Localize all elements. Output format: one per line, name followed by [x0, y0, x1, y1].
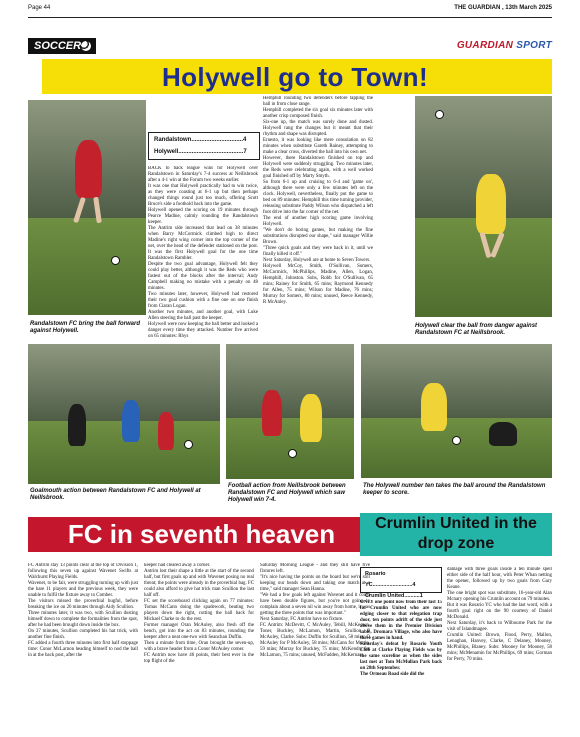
photo-holywell-clear	[415, 96, 552, 317]
caption-photo-5: The Holywell number ten takes the ball around the Randalstown keeper to score.	[363, 483, 546, 496]
photo-holywell-number-ten	[361, 344, 552, 478]
page-top-bar	[28, 3, 552, 18]
football-icon	[81, 41, 91, 51]
holywell-article-column-1: BACK to back league wins for Holywell over Randalstown in Saturday's 7-4 success at Neillsbrook after a 4-1 win at the Forum two weeks earlier. It was one that Holywell practically had to win twice, as they were coasting at 6-1 up but then perhaps changed things round just too much, offering Scott Bruce's side a foothold back into the game. Holywell opened the scoring on 19 minutes through Pearce Madine, calmly rounding the Randalstown keeper. The Antrim side increased that lead on 38 minutes when Barry McCormick climbed high to direct Madine's right wing corner into the top corner of the net, over the head of the defender stationed on the post. It was the first Holywell goal for the one time Randalstown Rambler. Despite the two goal advantage, Holywell felt they could play better, although it was the Reds who were fastest out of the blocks after the interval; Andy Campbell making no mistake with a penalty on 48 minutes. Two minutes later, however, Holywell had restored their two goal cushion with a fine one on one finish from Ciaran Logan. Another two minutes, and another goal, with Luke Allen steering the ball past the keeper. Holywell were now keeping the ball better and looked a danger every time they attacked. Number five arrived on 65 minutes: Rhys	[148, 166, 258, 339]
main-headline: Holywell go to Town!	[161, 62, 429, 92]
crumlin-article-column-2: damage with three goals inside a ten minute spell either side of the half hour, with Peter Whan netting the opener, followed up by two goals from Gary Keane. The one bright spot was substitute, 16-year-old Alan Mcnary opening his Crumlin account on 79 minutes. But it was Rosario YC who had the last word, with a fourth goal right on the 90 courtesy of Daniel McDonald. Next Saturday, it's back to Wilbourne Park for the visit of Islandmagee. Crumlin United: Brown, Flood, Perry, Mallon, Lenaghan, Hanvey, Clarke, C Delaney, Mooney, McPhillips, Blaney. Subs: Mooney for Mooney, 58 mins; McMenamin for McPhillips, 69 mins; Gorman for Perry, 70 mins.	[447, 567, 552, 662]
photo-randalstown-forward	[28, 100, 146, 315]
crumlin-article-column-1: ONLY one point now from their last 15 for Crumlin United who are now edging closer to that relegation trap door, ten points adrift of the side just above them in the Premier Division table, Dromara Village, who also have three games in hand. Saturday's defeat by Rosario Youth Club at Clarke Playing Fields was by the same scoreline as when the sides last met at Tom McMullan Park back on 28th September. The Ormeau Road side did the	[360, 600, 442, 677]
date-line: THE GUARDIAN , 13th March 2025	[454, 5, 552, 11]
score-box-crumlin: Rosario YC..........................4 Crumlin United..........1	[360, 567, 442, 593]
soccer-section-label: SOCCER	[28, 38, 96, 54]
fc-article-column-3: Saturday Morning League - and they still have five fixtures left. "It's nice having the points on the board but we're still keeping our heads down and taking one match at a time," said manager Sean Hanna. "We had a few goals left against Wavenet and it could have been double figures, but you're not going to complain about a seven nil win away from home, it was getting the three points that was important." Next Saturday, FC Antrim have no fixture. FC Antrim: McDevitt, C McAuley, Tebill, McKeown, Toner, Buckley, McLarnon, Martin, Scullion, P McAuley, Clarke. Subs: Duffin for Scullion, 58 mins; O McAuley for P McAuley, 58 mins; McCann for Martin, 59 mins; Murray for Buckley, 75 mins; McKendry for McLarnon, 75 mins; unused, McFadden, McKernan	[260, 563, 370, 658]
score-box-holywell: Randalstown...............................4 Holywell.......................................7	[148, 132, 260, 160]
caption-photo-4: Football action from Neillsbrook between Randalstown FC and Holywell which saw Holywell win 7-4.	[228, 483, 346, 503]
photo-football-action	[226, 344, 354, 479]
fc-article-column-1: FC Antrim stay 13 points clear at the top of Division 1, following this seven up against Wavenet Swifts at Walchurst Playing Fields. Wavenet, to be fair, were struggling turning up with just the bare 11 players and the previous week, they were unable to fulfil the fixture away to Comber. The visitors missed the proverbial bugful, before breaking the ice on 26 minutes through Aidy Scullion. Three minutes later, it was two, with Scullion dusting himself down to complete the formalities from the spot, after he had been brought down inside the box. On 37 minutes, Scullion completed his hat trick, with another fine finish. FC added a fourth three minutes into first half stoppage time: Conor McLarnon heading himself to nod the ball in at the back post, after the	[28, 563, 138, 658]
holywell-article-column-2: Hemphill rounding two defenders before tapping the ball in from close range. Hemphill completed the six goal six minutes later with another crisp composed finish. Six-one up, the match was surely done and dusted. Holywell rang the changes but it meant that their rhythm and shape was disrupted. Ernesto, it was looking like mere consolation on 82 minutes when substitute Gareth Rainey, attempting to make a clear cross, diverted the ball into his own net. However, there Randalstown finished on top and Holywell were suddenly struggling. Two minutes later, the Reds were celebrating again, with a well worked goal finished off by Marty Smyth. So from 6-1 up and cruising to 6-4 and 'game on', although there were only a few minutes left on the clock. Holywell, nevertheless, finally put the game to bed on 89 minutes: Hemphill this time turning provider, releasing substitute Paddy Wilson who dispatched a left foot drive into the far corner of the net. The end of another high scoring game involving Holywell. "We don't do boring games, but making the fine substitutions disrupted our shape," said manager Willie Brown. "Three quick goals and they were back in it, until we finally killed it off." Next Saturday, Holywell are at home to Seven Towers. Holywell McCoy, Smith, O'Sullivan, Somers, McCormick, McPhillips, Madine, Allen, Logan, Hemphill, Johnston. Subs, Robb for O'Sullivan, 65 mins; Rainey for Smith, 65 mins; Raymond Kennedy for Allen, 75 mins; Wilson for Madine, 76 mins; Murray for Somers, 80 mins; unused, Reece Kennedy, R McAnley.	[263, 96, 373, 305]
fc-article-column-2: keeper had cleared away a corner. Antrim lost their shape a little at the start of the second half, but first goals up and with Wavenet posing no real threat; the points were already in the proverbial bag. FC could also afford to give hat trick man Scullion the last half off. FC set the scoreboard clicking again on 77 minutes: Tomas McCann doing the spadework, beating two players down the right, cutting the ball back for Michael Clarke to do the rest. Former manager Oran McAuley, also fresh off the bench, got into the act on 83 minutes, rounding the keeper after a neat one-two with Seanchan Duffin. Then a minute from time, Oran brought the seven-up, with a brave header from a Conor McAuley corner. FC Antrim now have 46 points, their best ever in the top flight of the	[144, 563, 254, 664]
page-number: Page 44	[28, 5, 51, 11]
crumlin-headline: Crumlin United in the drop zone	[375, 515, 537, 552]
fc-headline: FC in seventh heaven	[67, 519, 336, 549]
section-bar	[28, 38, 552, 56]
caption-photo-1: Randalstown FC bring the ball forward against Holywell.	[30, 321, 141, 334]
caption-photo-2: Holywell clear the ball from danger against Randalstown FC at Neillsbrook.	[415, 323, 538, 336]
photo-goalmouth-action	[28, 344, 220, 484]
caption-photo-3: Goalmouth action between Randalstown FC and Holywell at Neillsbrook.	[30, 488, 201, 501]
guardian-sport-masthead: GUARDIAN SPORT	[456, 40, 552, 51]
